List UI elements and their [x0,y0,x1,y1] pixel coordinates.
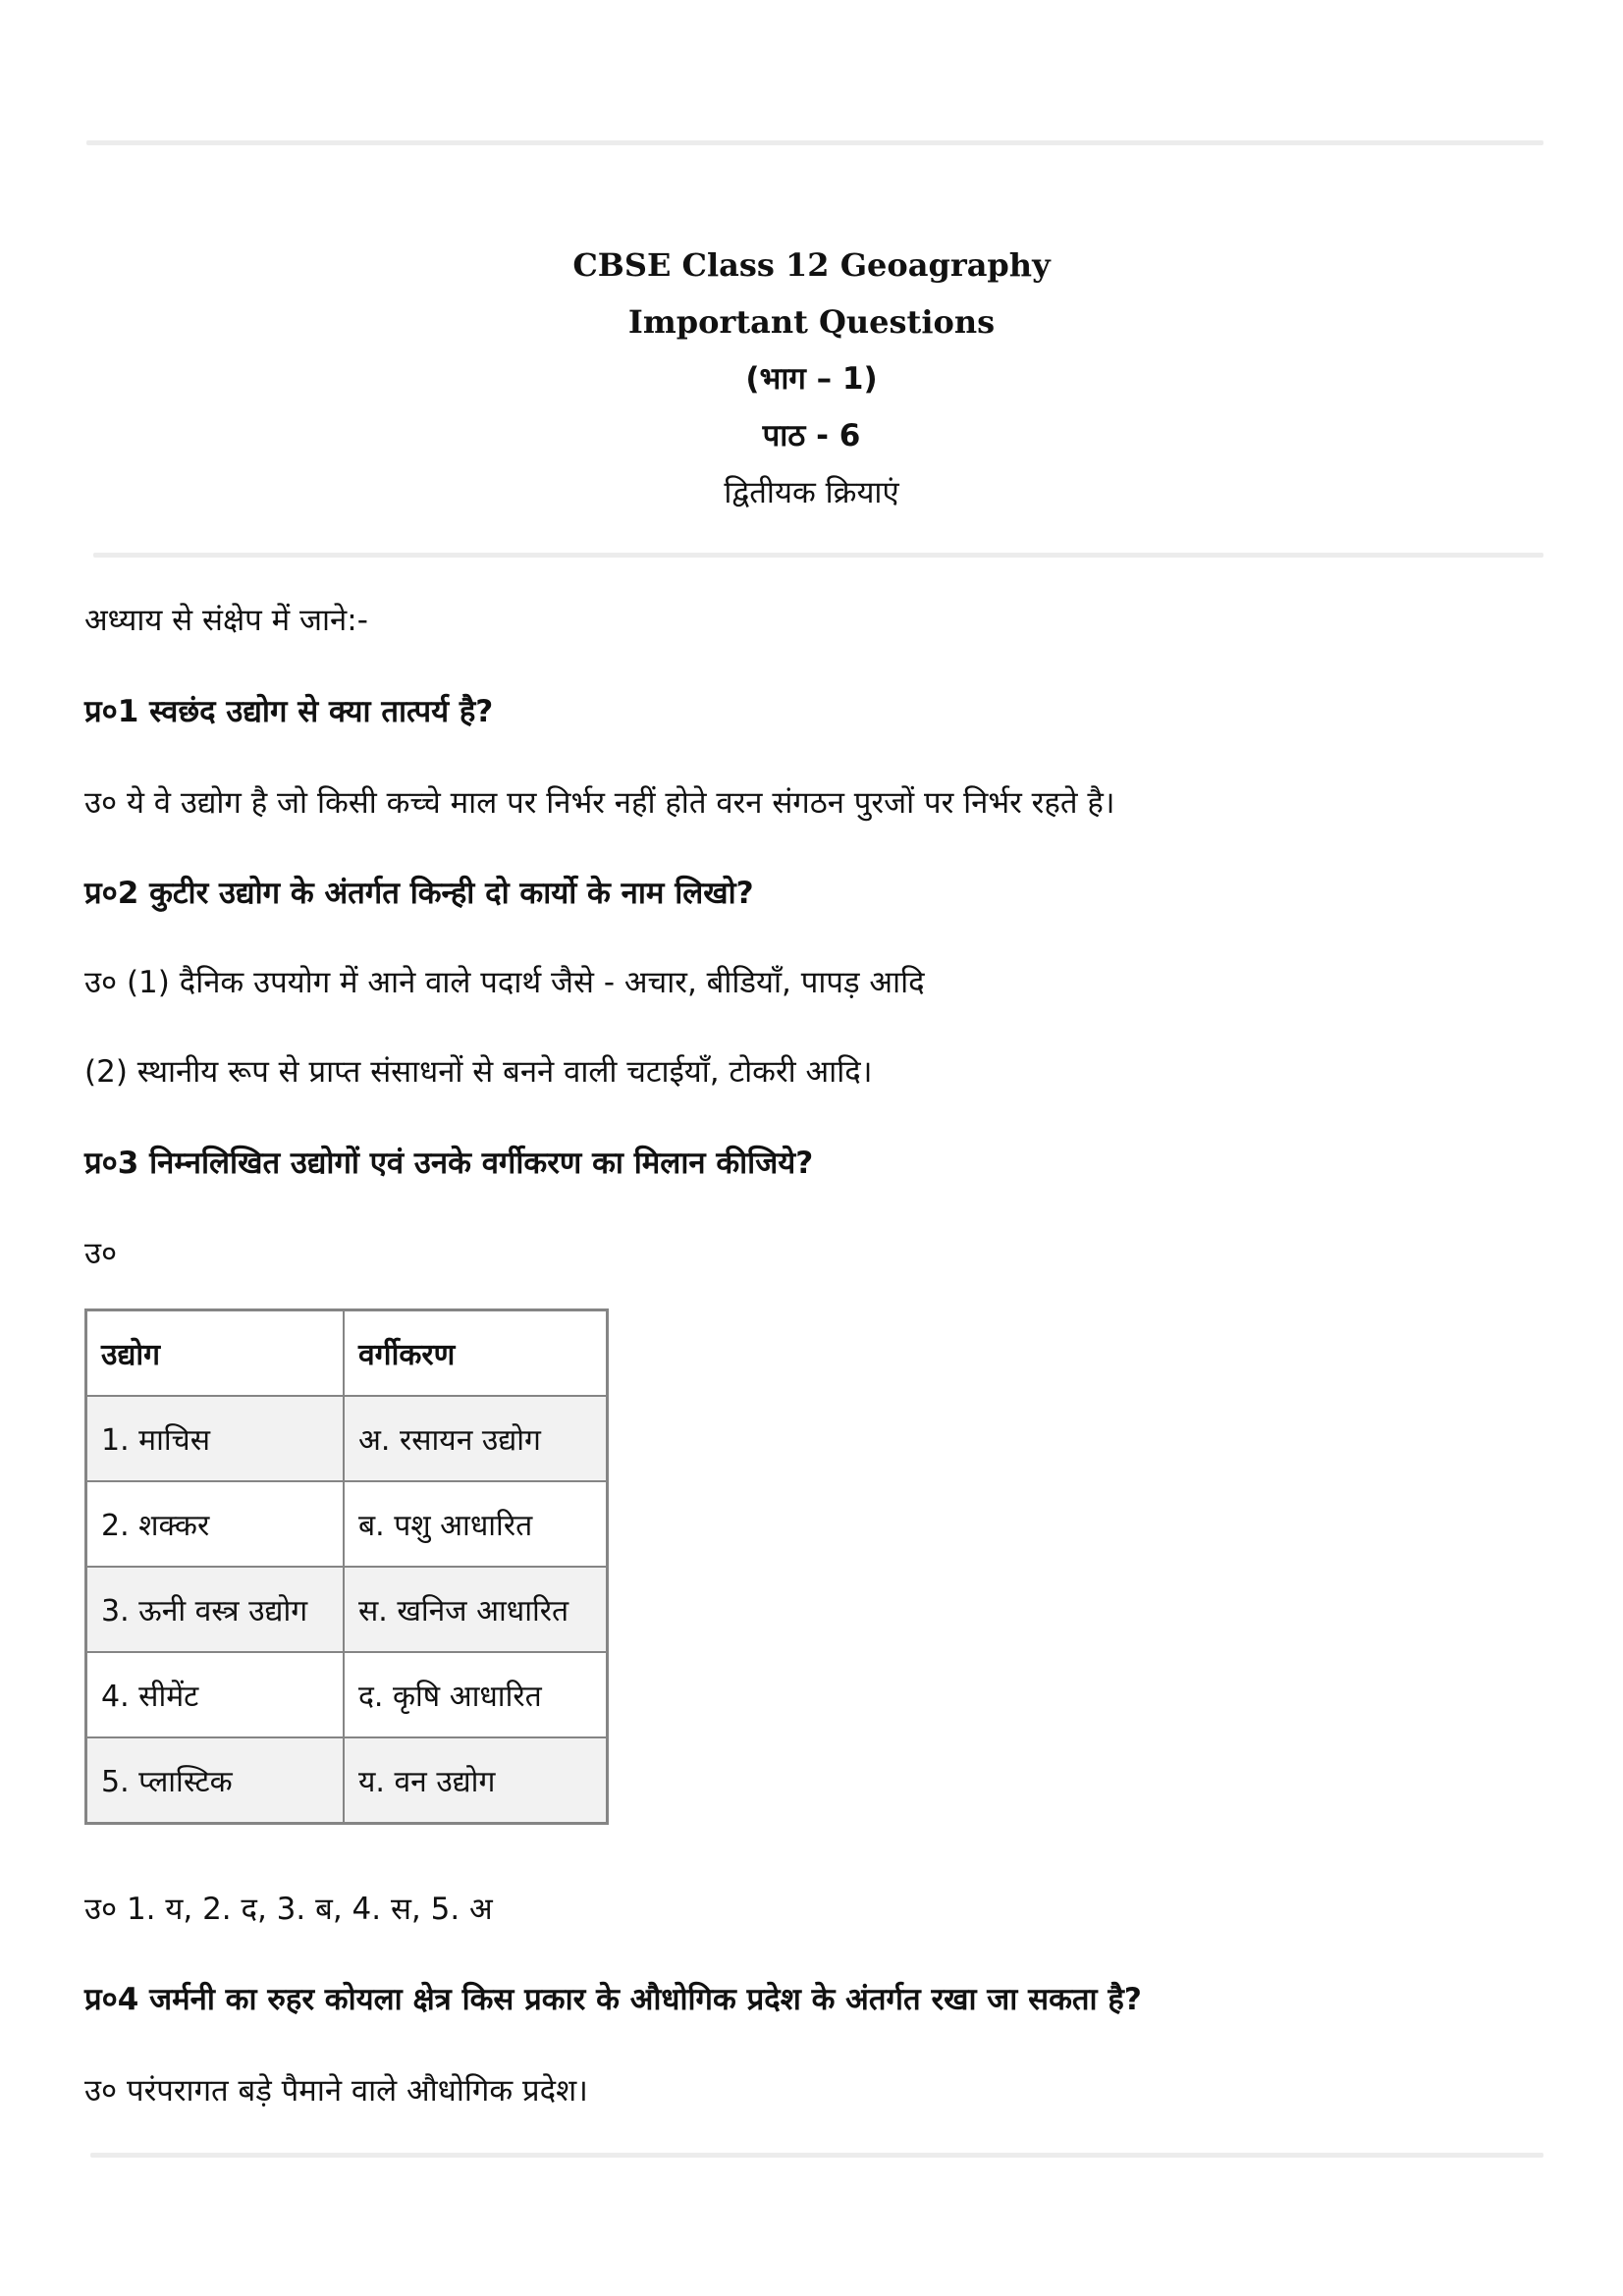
document-header [0,240,1623,525]
part-label: (भाग – 1) [745,361,878,397]
answer-2-part-2: (2) स्थानीय रूप से प्राप्त संसाधनों से बनने वाली चटाईयाँ, टोकरी आदि। [84,1054,873,1090]
document-title: CBSE Class 12 Geoagraphy [572,246,1051,284]
table-row [86,1481,608,1567]
table-row [86,1396,608,1481]
question-4: प्र०4 जर्मनी का रुहर कोयला क्षेत्र किस प्रकार के औधोगिक प्रदेश के अंतर्गत रखा जा सकता है? [84,1982,1142,2017]
intro-heading: अध्याय से संक्षेप में जाने:- [84,603,368,638]
answer-4: उ० परंपरागत बड़े पैमाने वाले औधोगिक प्रदेश। [84,2073,588,2109]
header-divider [93,553,1543,558]
table-row [86,1737,608,1824]
chapter-title: द्वितीयक क्रियाएं [724,475,899,510]
table-cell-classification: ब. पशु आधारित [344,1481,608,1567]
table-cell-industry: 5. प्लास्टिक [86,1737,345,1824]
lesson-label: पाठ - 6 [762,418,861,454]
table-cell-industry: 4. सीमेंट [86,1652,345,1737]
table-cell-classification: य. वन उद्योग [344,1737,608,1824]
question-2: प्र०2 कुटीर उद्योग के अंतर्गत किन्ही दो कार्यो के नाम लिखो? [84,876,754,911]
table-cell-industry: 2. शक्कर [86,1481,345,1567]
table-cell-classification: अ. रसायन उद्योग [344,1396,608,1481]
table-cell-classification: स. खनिज आधारित [344,1567,608,1652]
table-row [86,1567,608,1652]
question-1: प्र०1 स्वछंद उद्योग से क्या तात्पर्य है? [84,694,494,729]
table-cell-classification: द. कृषि आधारित [344,1652,608,1737]
table-header-row [86,1310,608,1397]
table-row [86,1652,608,1737]
table-cell-industry: 1. माचिस [86,1396,345,1481]
bottom-divider [90,2153,1543,2158]
document-subtitle: Important Questions [627,303,996,341]
table-header-industry: उद्योग [86,1310,345,1397]
matching-table [84,1308,609,1825]
answer-3: उ० 1. य, 2. द, 3. ब, 4. स, 5. अ [84,1892,493,1927]
answer-1: उ० ये वे उद्योग है जो किसी कच्चे माल पर निर्भर नहीं होते वरन संगठन पुरजों पर निर्भर रहते है। [84,785,1115,821]
question-3: प्र०3 निम्नलिखित उद्योगों एवं उनके वर्गीकरण का मिलान कीजिये? [84,1146,814,1181]
table-cell-industry: 3. ऊनी वस्त्र उद्योग [86,1567,345,1652]
table-header-classification: वर्गीकरण [344,1310,608,1397]
top-divider [86,140,1543,145]
answer-2-part-1: उ० (1) दैनिक उपयोग में आने वाले पदार्थ जैसे - अचार, बीडियाँ, पापड़ आदि [84,965,925,1000]
answer-3-label: उ० [84,1236,118,1271]
